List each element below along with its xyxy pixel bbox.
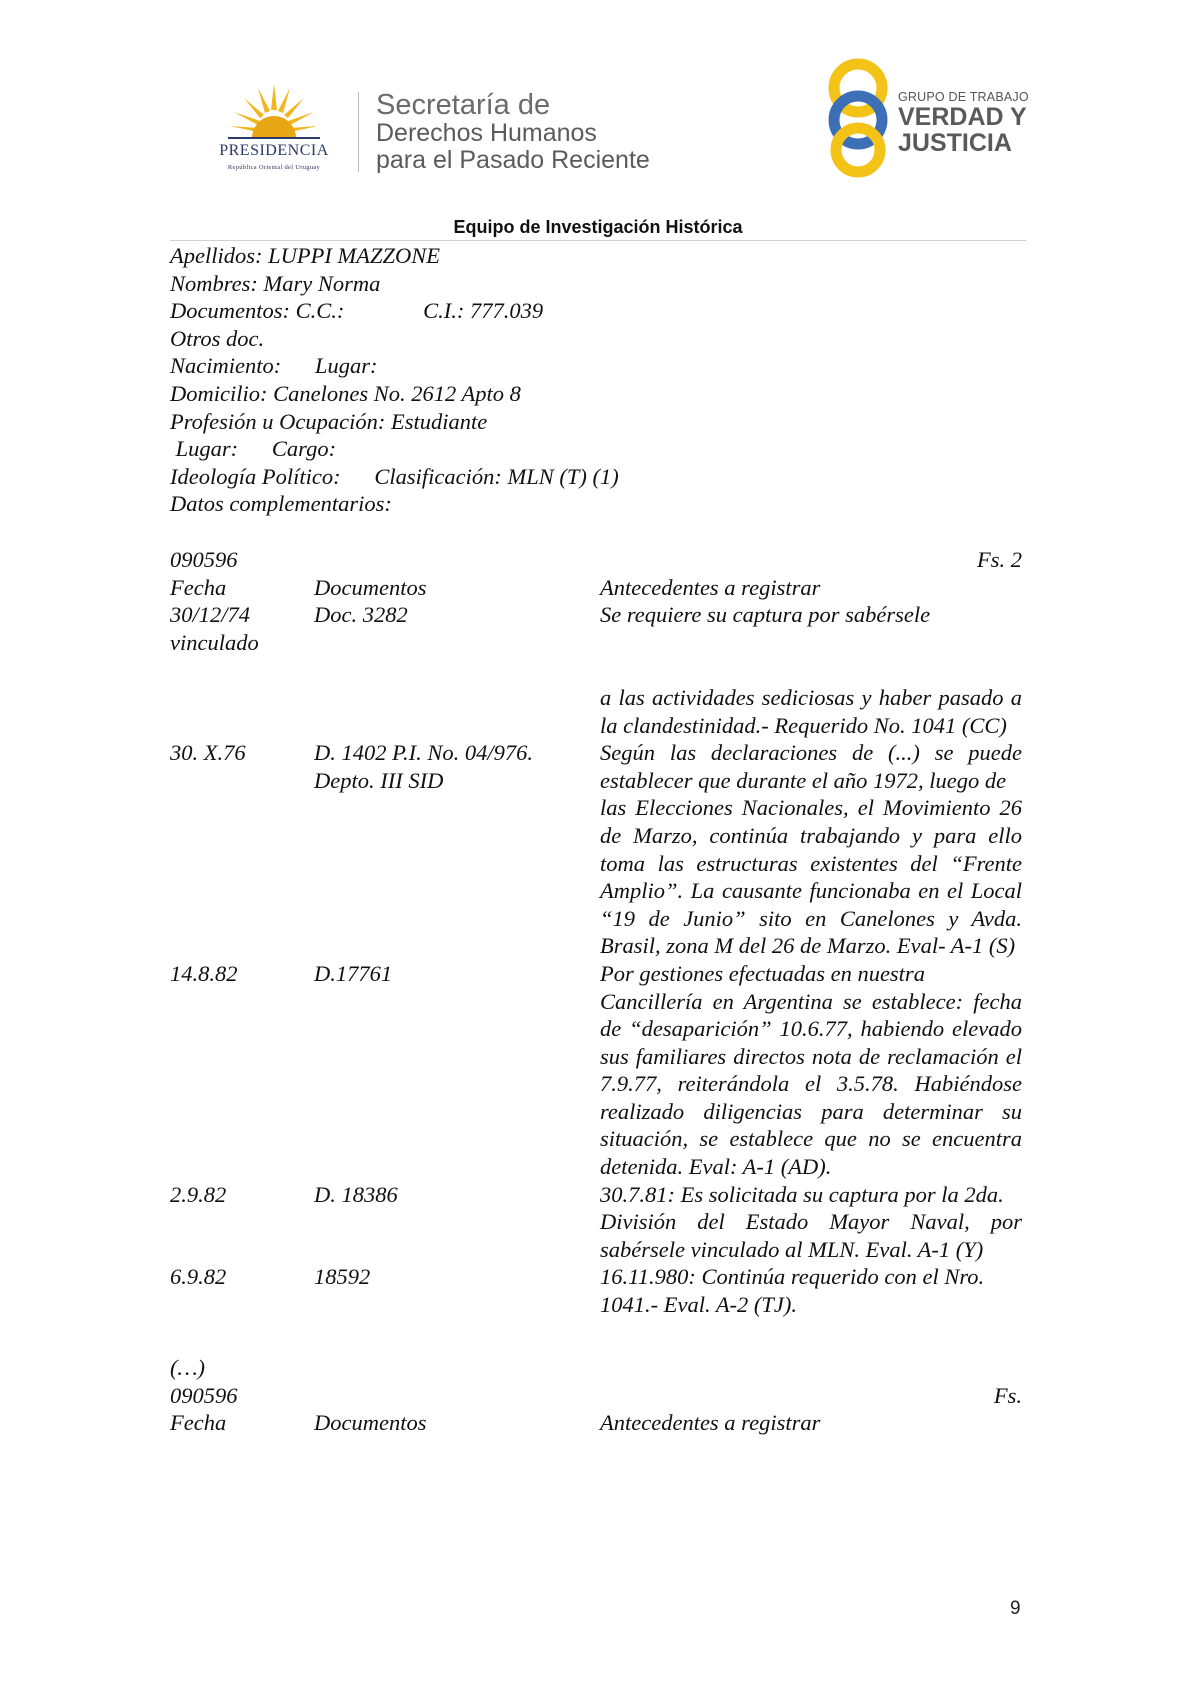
team-title: Equipo de Investigación Histórica (453, 217, 743, 237)
record-date: 14.8.82 (170, 960, 238, 986)
table-row-continued (170, 684, 1022, 739)
presidencia-logo (196, 80, 352, 180)
record-text: a las actividades sediciosas y haber pasado a la clandestinidad.- Requerido No. 1041 (CC) (600, 684, 1022, 738)
record-doc: D. 18386 (314, 1181, 398, 1207)
record-text: Se requiere su captura por sabérsele (600, 602, 931, 628)
field-lugar-cargo: Lugar: Cargo: (170, 436, 337, 462)
col-antecedentes: Antecedentes a registrar (600, 1410, 821, 1436)
secretaria-title (376, 90, 650, 174)
secretaria-line-2: Derechos Humanos (376, 119, 597, 147)
col-fecha: Fecha (170, 1410, 227, 1436)
table-row (170, 960, 1022, 1181)
col-antecedentes: Antecedentes a registrar (600, 574, 821, 600)
ellipsis-row (170, 1354, 1022, 1382)
field-domicilio: Domicilio: Canelones No. 2612 Apto 8 (170, 380, 521, 406)
folio-number: Fs. 2 (977, 547, 1022, 572)
record-paragraph: las Elecciones Nacionales, el Movimiento 26 de Marzo, continúa trabajando y para ello toma las estructuras existentes del “Frente Amplio”. La causante funcionaba en el Local “19 de Junio” sito en Canelones y Avda. Brasil, zona M del 26 de Marzo. Eval- A-1 (S) (600, 795, 1022, 959)
table-row (170, 1181, 1022, 1264)
records-code-row (170, 546, 1022, 574)
record-date: 2.9.82 (170, 1181, 227, 1207)
record-paragraph: Según las declaraciones de (...) se puede establecer que durante el año 1972, luego de (600, 740, 1022, 793)
col-fecha: Fecha (170, 574, 227, 600)
header-divider (358, 92, 359, 172)
record-code: 090596 (170, 1382, 238, 1408)
record-code: 090596 (170, 547, 238, 572)
field-nombres: Nombres: Mary Norma (170, 270, 381, 296)
table-row (170, 1263, 1022, 1318)
folio-number: Fs. (993, 1382, 1022, 1408)
record-text (600, 1263, 1022, 1318)
record-date: 30. X.76 (170, 740, 246, 766)
field-ideologia: Ideología Político: Clasificación: MLN (T) (1) (170, 463, 619, 489)
record-paragraph: Cancillería en Argentina se establece: fecha de “desaparición” 10.6.77, habiendo elevado sus familiares directos nota de reclamación el 7.9.77, reiterándola el 3.5.78. Habiéndose realizado diligencias para determinar su situación, se establece que no se encuentra detenida. Eval: A-1 (AD). (600, 988, 1022, 1180)
row-spacer (170, 1346, 1022, 1354)
records-table (170, 546, 1022, 1437)
verdad-justicia-logo-icon (818, 58, 898, 178)
table-row (170, 739, 1022, 960)
table-row-overflow (170, 629, 1022, 657)
sun-icon (228, 80, 320, 142)
presidencia-text: PRESIDENCIA (219, 142, 329, 159)
record-paragraph: División del Estado Mayor Naval, por sabérsele vinculado al MLN. Eval. A-1 (Y) (600, 1209, 1022, 1262)
table-row (170, 601, 1022, 629)
field-datos: Datos complementarios: (170, 491, 392, 517)
ellipsis: (…) (170, 1355, 205, 1381)
field-otros-doc: Otros doc. (170, 325, 265, 351)
secretaria-line-3: para el Pasado Reciente (376, 146, 650, 174)
record-doc: D. 1402 P.I. No. 04/976. Depto. III SID (314, 740, 533, 793)
presidencia-subtitle: República Oriental del Uruguay (227, 164, 321, 171)
records-code-row-2 (170, 1382, 1022, 1410)
record-doc: Doc. 3282 (314, 602, 408, 628)
record-doc: D.17761 (314, 960, 393, 986)
secretaria-line-1: Secretaría de (376, 89, 551, 121)
records-column-headers-2 (170, 1409, 1022, 1437)
record-date: 6.9.82 (170, 1264, 227, 1290)
field-profesion: Profesión u Ocupación: Estudiante (170, 408, 488, 434)
record-text (600, 739, 1022, 960)
verdad-justicia-text (898, 90, 1029, 156)
record-paragraph: 16.11.980: Continúa requerido con el Nro. 1041.- Eval. A-2 (TJ). (600, 1264, 985, 1318)
gt-subtitle: GRUPO DE TRABAJO (898, 90, 1029, 104)
field-documentos: Documentos: C.C.: C.I.: 777.039 (170, 298, 544, 324)
record-paragraph: Por gestiones efectuadas en nuestra (600, 960, 925, 986)
row-spacer (170, 1319, 1022, 1347)
row-spacer (170, 656, 1022, 684)
record-text (600, 960, 1022, 1181)
col-documentos: Documentos (314, 574, 427, 600)
field-nacimiento: Nacimiento: Lugar: (170, 353, 378, 379)
record-text (600, 1181, 1022, 1264)
field-apellidos: Apellidos: LUPPI MAZZONE (170, 243, 440, 268)
gt-line-2: JUSTICIA (898, 129, 1012, 157)
page-header (0, 0, 1191, 200)
title-rule (170, 240, 1026, 241)
record-date: 30/12/74 (170, 602, 251, 628)
gt-line-1: VERDAD Y (898, 103, 1027, 131)
records-column-headers (170, 574, 1022, 602)
record-doc: 18592 (314, 1264, 371, 1290)
personal-fields (170, 242, 1030, 518)
record-paragraph: 30.7.81: Es solicitada su captura por la 2da. (600, 1181, 1004, 1207)
col-documentos: Documentos (314, 1410, 427, 1436)
page-number: 9 (1010, 1598, 1021, 1619)
record-overflow: vinculado (170, 629, 259, 655)
